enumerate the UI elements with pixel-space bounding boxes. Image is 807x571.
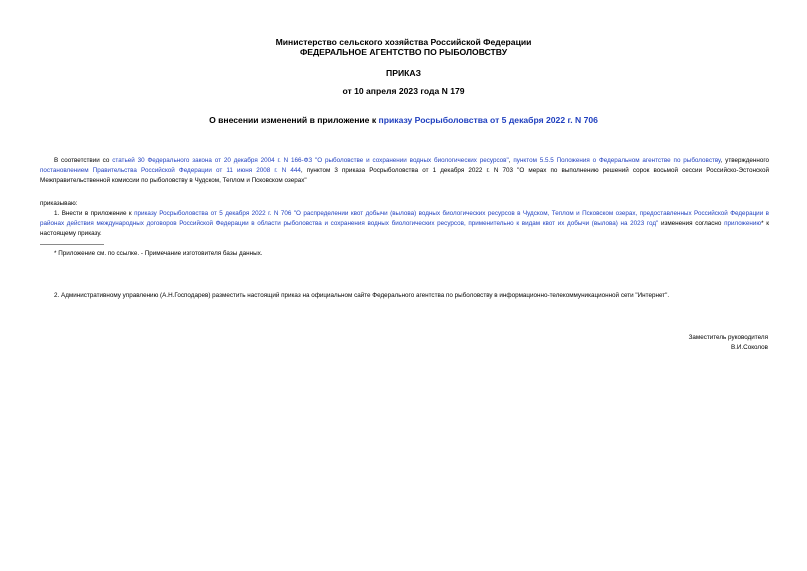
item1-text-1: 1. Внести в приложение к bbox=[54, 210, 135, 217]
item1-text-3: * к настоящему приказу. bbox=[40, 220, 769, 237]
signer-name: В.И.Соколов bbox=[730, 344, 768, 351]
amended-order-link[interactable]: приказу Росрыболовства от 5 декабря 2022 г. N 706 "О распределении квот добычи (вылова) водных биологических ресурсов в Чудском, Теплом и Псковском озерах, предоставленных Российской Федерации в районах действия международных договоров Российской Федерации в области рыболовства и сохранения водных биологических ресурсов, применительно к видам квот их добычи (вылова) на 2023 год" bbox=[40, 210, 769, 227]
title-order-link[interactable]: приказу Росрыболовства от 5 декабря 2022 г. N 706 bbox=[378, 115, 598, 125]
order-item-1 bbox=[40, 209, 769, 239]
federal-law-link[interactable]: статьей 30 Федерального закона от 20 декабря 2004 г. N 166-ФЗ "О рыболовстве и сохранении водных биологических ресурсов" bbox=[112, 157, 509, 164]
signer-position: Заместитель руководителя bbox=[688, 334, 768, 341]
document-title bbox=[0, 115, 807, 126]
document-title-text: О внесении изменений в приложение к bbox=[209, 115, 379, 125]
footnote: * Приложение см. по ссылке. - Примечание изготовителя базы данных. bbox=[54, 250, 263, 257]
basis-text-2: , bbox=[508, 157, 514, 164]
footnote-divider bbox=[40, 244, 104, 245]
regulation-clause-link[interactable]: пунктом 5.5.5 Положения о Федеральном агентстве по рыболовству bbox=[513, 157, 721, 164]
order-item-2: 2. Административному управлению (А.Н.Господарев) разместить настоящий приказ на официальном сайте Федерального агентства по рыболовству в информационно-телекоммуникационной сети "Интернет". bbox=[54, 292, 670, 299]
basis-paragraph bbox=[40, 156, 769, 186]
document-type: ПРИКАЗ bbox=[386, 68, 421, 78]
basis-text-3: , утвержденного bbox=[720, 157, 769, 164]
basis-text-4: , пунктом 3 приказа Росрыболовства от 1 декабря 2022 г. N 703 "О мерах по выполнению решений сорок восьмой сессии Российско-Эстонской Межправительственной комиссии по рыболовству в Чудском, Теплом и Псковском озерах" bbox=[40, 167, 769, 184]
appendix-link[interactable]: приложению bbox=[724, 220, 762, 227]
item1-text-2: изменения согласно bbox=[658, 220, 725, 227]
ministry-name: Министерство сельского хозяйства Российской Федерации bbox=[275, 37, 532, 47]
government-decree-link[interactable]: постановлением Правительства Российской Федерации от 11 июня 2008 г. N 444 bbox=[40, 167, 301, 174]
orders-word: приказываю: bbox=[40, 200, 78, 207]
document-date-number: от 10 апреля 2023 года N 179 bbox=[342, 86, 465, 96]
basis-text-1: В соответствии со bbox=[54, 157, 113, 164]
agency-name: ФЕДЕРАЛЬНОЕ АГЕНТСТВО ПО РЫБОЛОВСТВУ bbox=[299, 47, 508, 57]
